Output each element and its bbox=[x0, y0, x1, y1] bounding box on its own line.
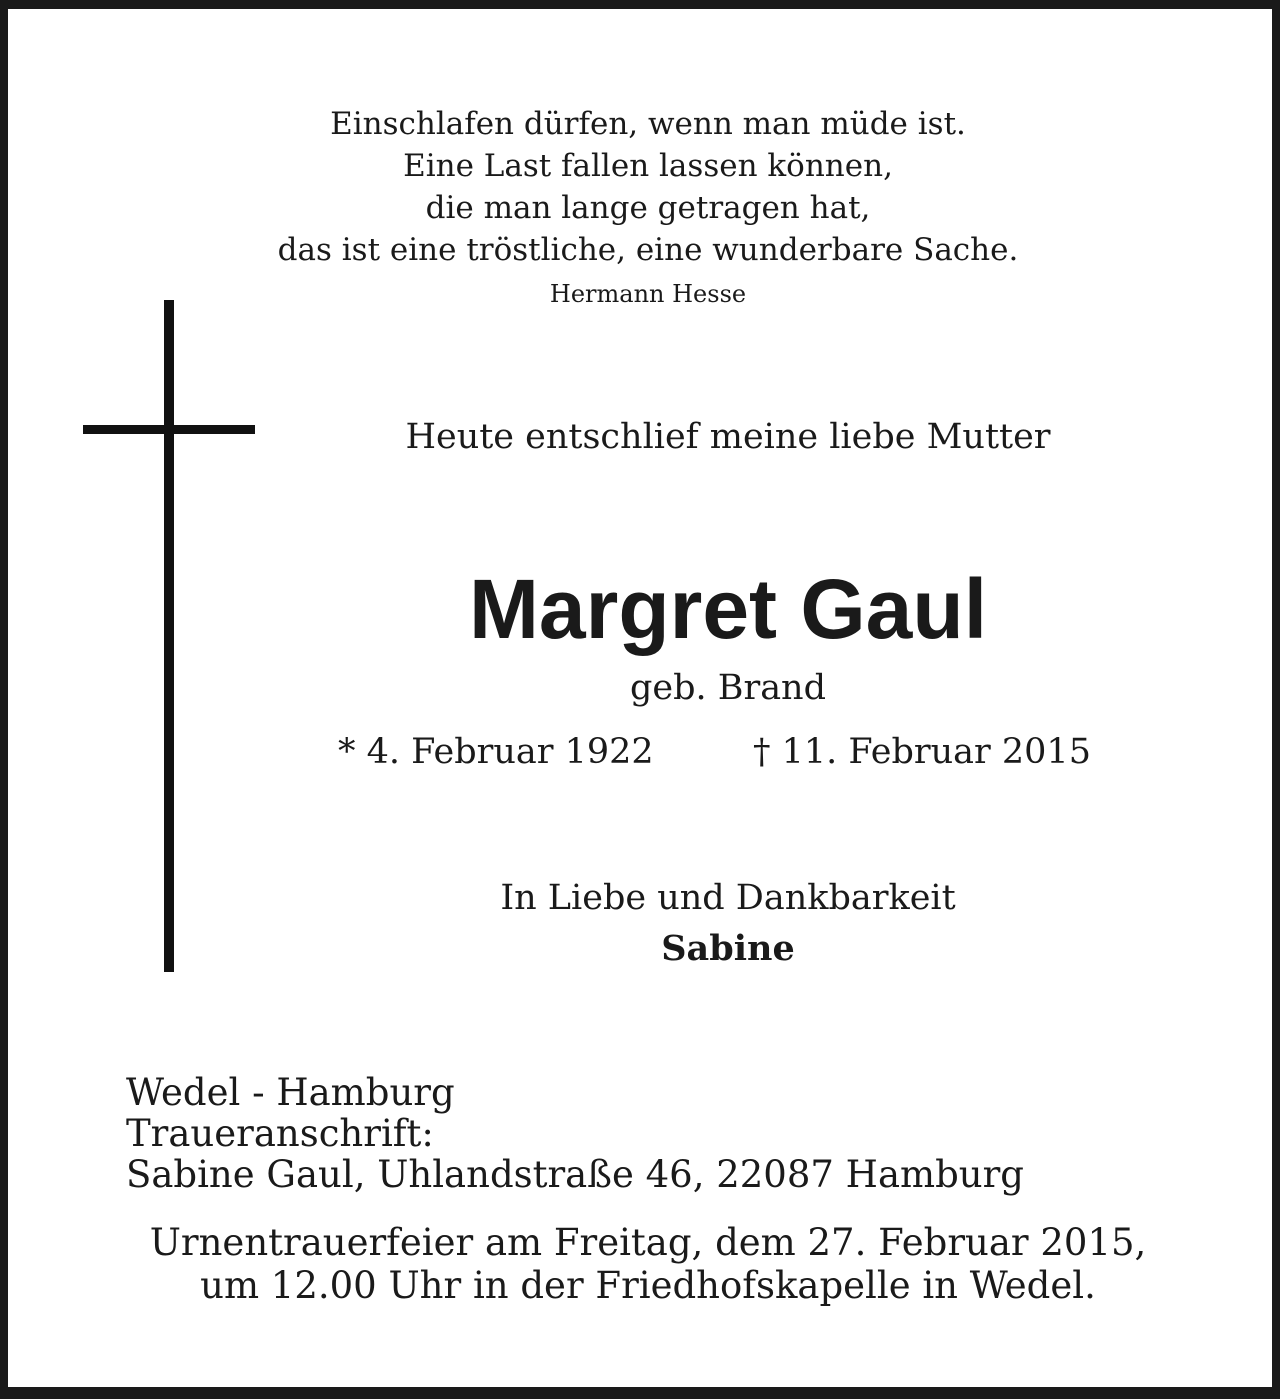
deceased-name: Margret Gaul bbox=[468, 562, 988, 656]
maiden-name: geb. Brand bbox=[629, 668, 827, 708]
signer-name: Sabine bbox=[661, 928, 795, 969]
birth-date: * 4. Februar 1922 bbox=[338, 732, 654, 772]
ceremony-line: um 12.00 Uhr in der Friedhofskapelle in Wedel. bbox=[200, 1264, 1096, 1307]
poem bbox=[8, 103, 1280, 271]
ceremony-line: Urnentrauerfeier am Freitag, dem 27. Februar 2015, bbox=[149, 1221, 1147, 1264]
poem-line: das ist eine tröstliche, eine wunderbare Sache. bbox=[277, 232, 1019, 268]
closing-text: In Liebe und Dankbarkeit bbox=[500, 878, 956, 918]
intro-text: Heute entschlief meine liebe Mutter bbox=[405, 417, 1051, 457]
poem-line: die man lange getragen hat, bbox=[425, 190, 871, 226]
poem-attribution: Hermann Hesse bbox=[549, 280, 747, 308]
address-line: Sabine Gaul, Uhlandstraße 46, 22087 Hamburg bbox=[126, 1153, 1024, 1196]
death-date: † 11. Februar 2015 bbox=[753, 732, 1091, 772]
cross-vertical-bar bbox=[164, 300, 174, 972]
address-line: Traueranschrift: bbox=[126, 1112, 434, 1155]
poem-line: Einschlafen dürfen, wenn man müde ist. bbox=[330, 106, 966, 142]
cross-horizontal-bar bbox=[83, 425, 255, 434]
poem-line: Eine Last fallen lassen können, bbox=[403, 148, 893, 184]
address-line: Wedel - Hamburg bbox=[126, 1071, 455, 1114]
mourning-address bbox=[126, 1072, 1024, 1195]
ceremony-info bbox=[8, 1221, 1280, 1307]
